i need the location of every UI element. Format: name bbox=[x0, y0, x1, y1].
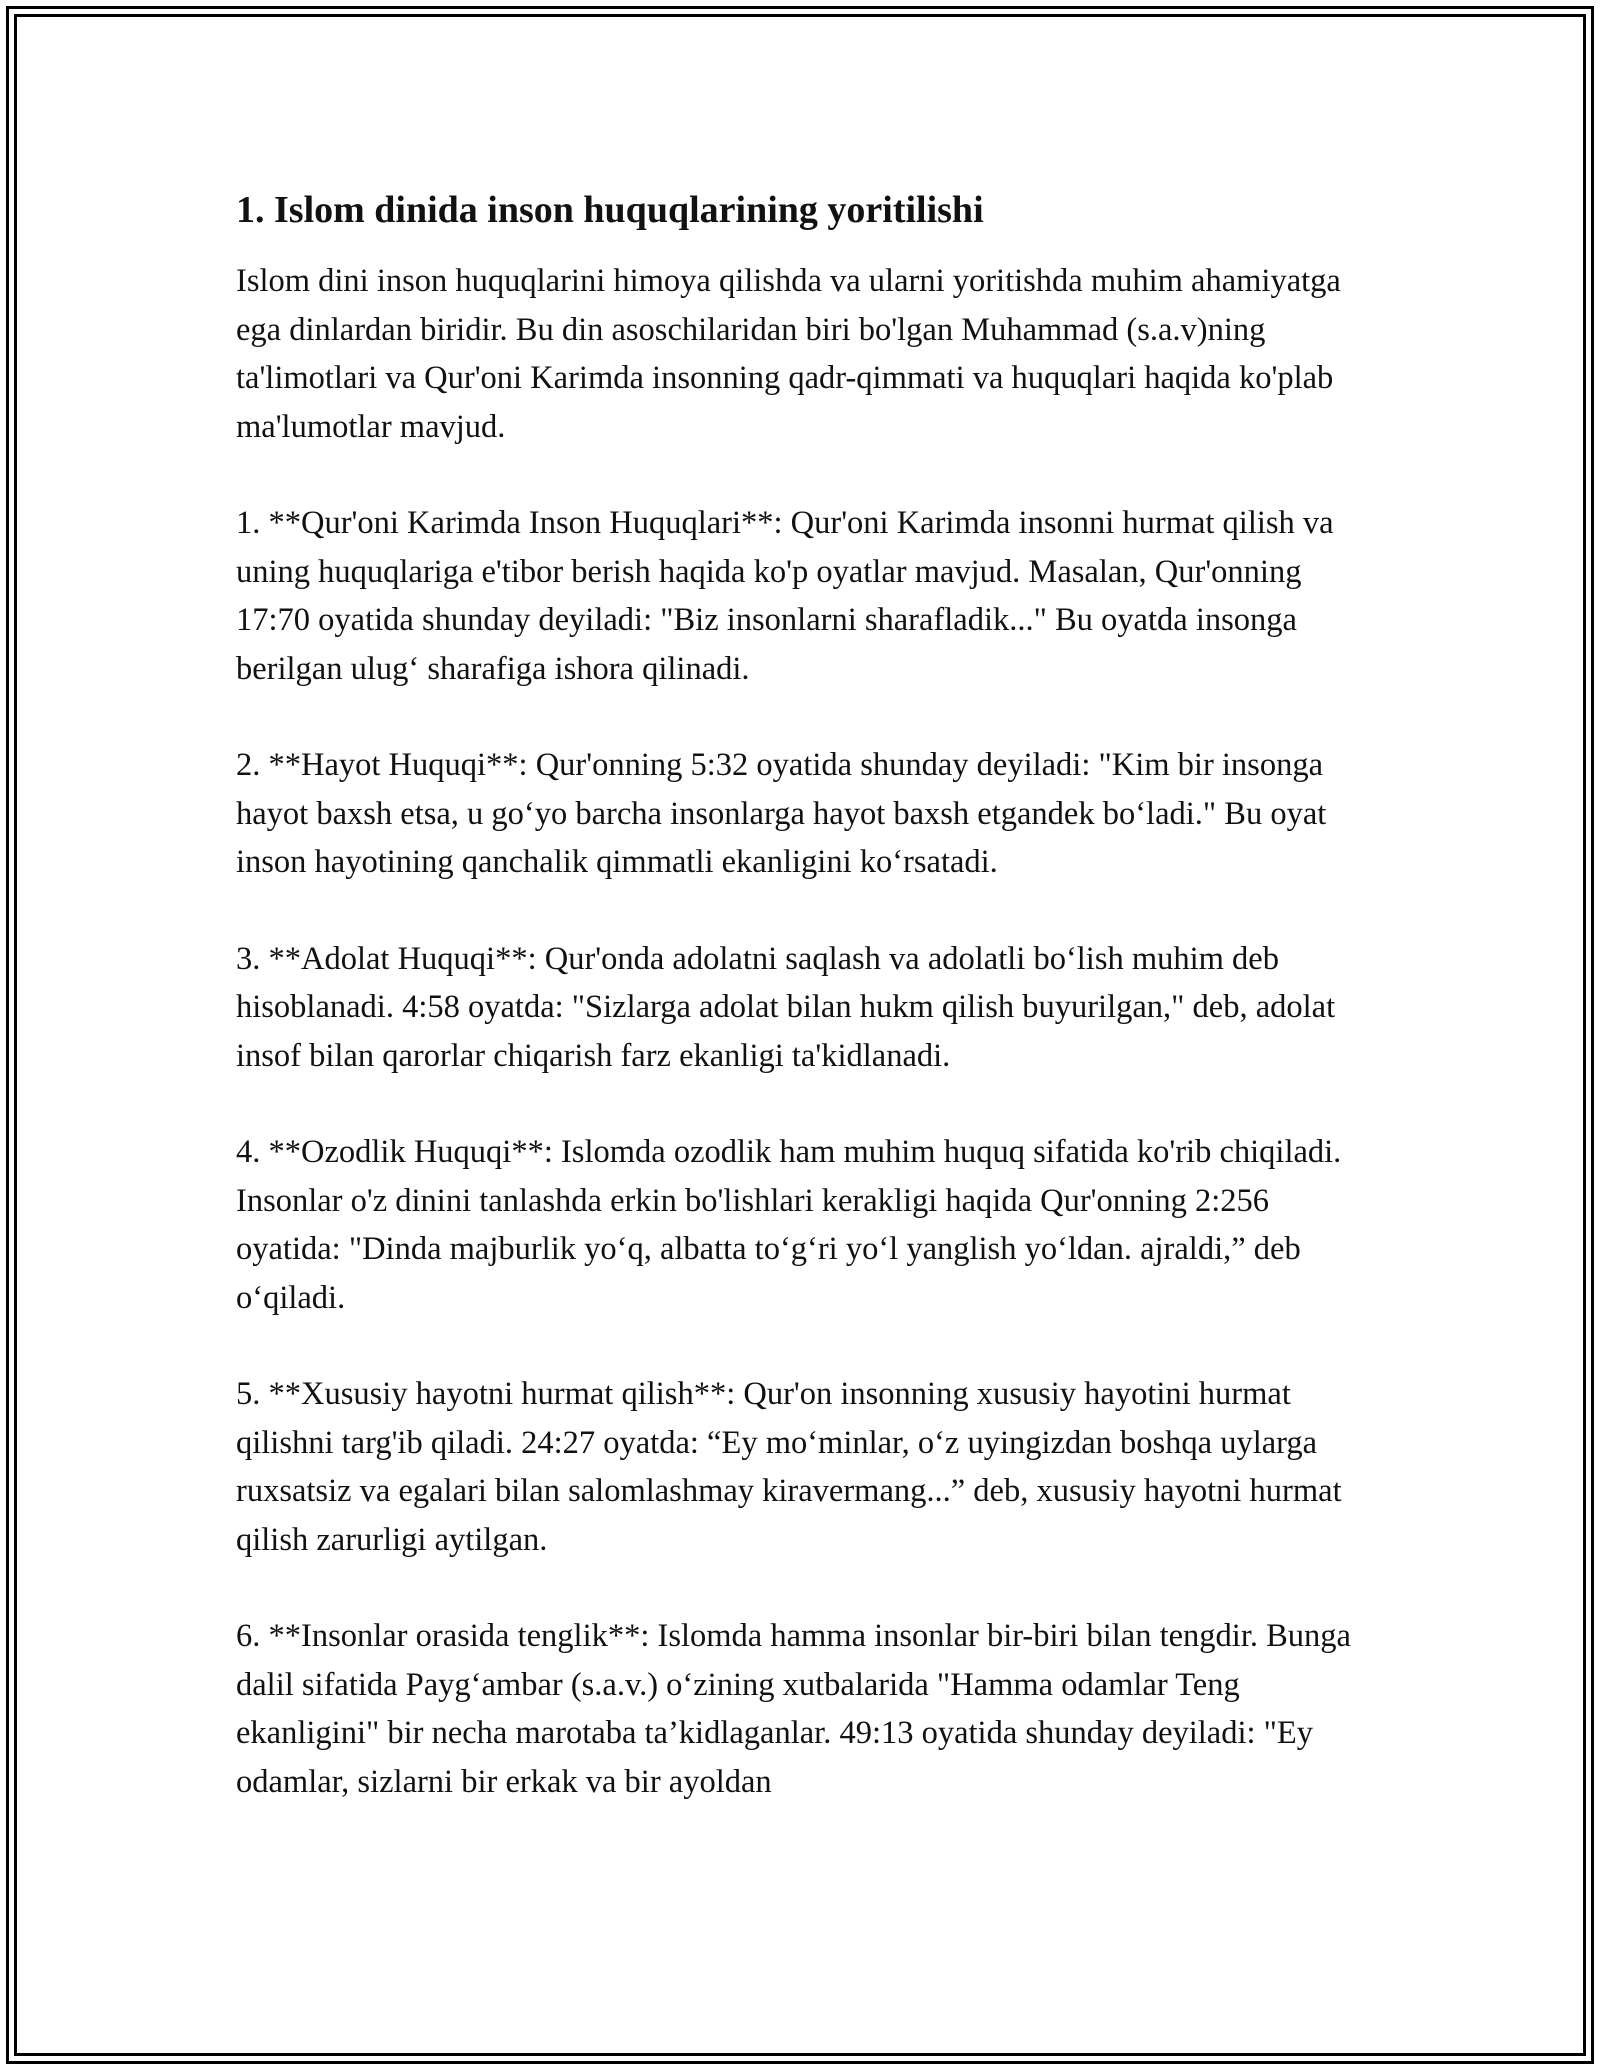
paragraph-right-to-justice: 3. **Adolat Huquqi**: Qur'onda adolatni saqlash va adolatli bo‘lish muhim deb hisoblanadi. 4:58 oyatda: "Sizlarga adolat bilan hukm qilish buyurilgan," deb, adolat insof bilan qarorlar chiqarish farz ekanligi ta'kidlanadi. bbox=[236, 940, 1336, 1074]
paragraph-right-to-freedom: 4. **Ozodlik Huquqi**: Islomda ozodlik ham muhim huquq sifatida ko'rib chiqiladi. Insonlar o'z dinini tanlashda erkin bo'lishlari kerakligi haqida Qur'onning 2:256 oyatida: "Dinda majburlik yo‘q, albatta to‘g‘ri yo‘l yanglish yo‘ldan. ajraldi,” deb o‘qiladi. bbox=[236, 1134, 1342, 1316]
paragraph-quran-human-rights: 1. **Qur'oni Karimda Inson Huquqlari**: Qur'oni Karimda insonni hurmat qilish va uning huquqlariga e'tibor berish haqida ko'p oyatlar mavjud. Masalan, Qur'onning 17:70 oyatida shunday deyiladi: "Biz insonlarni sharafladik..." Bu oyatda insonga berilgan ulug‘ sharafiga ishora qilinadi. bbox=[236, 505, 1334, 687]
section-heading: 1. Islom dinida inson huquqlarining yoritilishi bbox=[236, 189, 984, 231]
paragraph-right-to-life: 2. **Hayot Huquqi**: Qur'onning 5:32 oyatida shunday deyiladi: "Kim bir insonga hayot baxsh etsa, u go‘yo barcha insonlarga hayot baxsh etgandek bo‘ladi." Bu oyat inson hayotining qanchalik qimmatli ekanligini ko‘rsatadi. bbox=[236, 747, 1327, 881]
paragraph-equality: 6. **Insonlar orasida tenglik**: Islomda hamma insonlar bir-biri bilan tengdir. Bunga dalil sifatida Payg‘ambar (s.a.v.) o‘zining xutbalarida "Hamma odamlar Teng ekanligini" bir necha marotaba ta’kidlaganlar. 49:13 oyatida shunday deyiladi: "Ey odamlar, sizlarni bir erkak va bir ayoldan bbox=[236, 1618, 1351, 1800]
intro-paragraph: Islom dini inson huquqlarini himoya qilishda va ularni yoritishda muhim ahamiyatga ega dinlardan biridir. Bu din asoschilaridan biri bo'lgan Muhammad (s.a.v)ning ta'limotlari va Qur'oni Karimda insonning qadr-qimmati va huquqlari haqida ko'plab ma'lumotlar mavjud. bbox=[236, 263, 1341, 445]
paragraph-privacy: 5. **Xususiy hayotni hurmat qilish**: Qur'on insonning xususiy hayotini hurmat qilishni targ'ib qiladi. 24:27 oyatda: “Ey mo‘minlar, o‘z uyingizdan boshqa uylarga ruxsatsiz va egalari bilan salomlashmay kiravermang...” deb, xususiy hayotni hurmat qilish zarurligi aytilgan. bbox=[236, 1376, 1342, 1558]
document-body bbox=[236, 186, 1366, 1854]
